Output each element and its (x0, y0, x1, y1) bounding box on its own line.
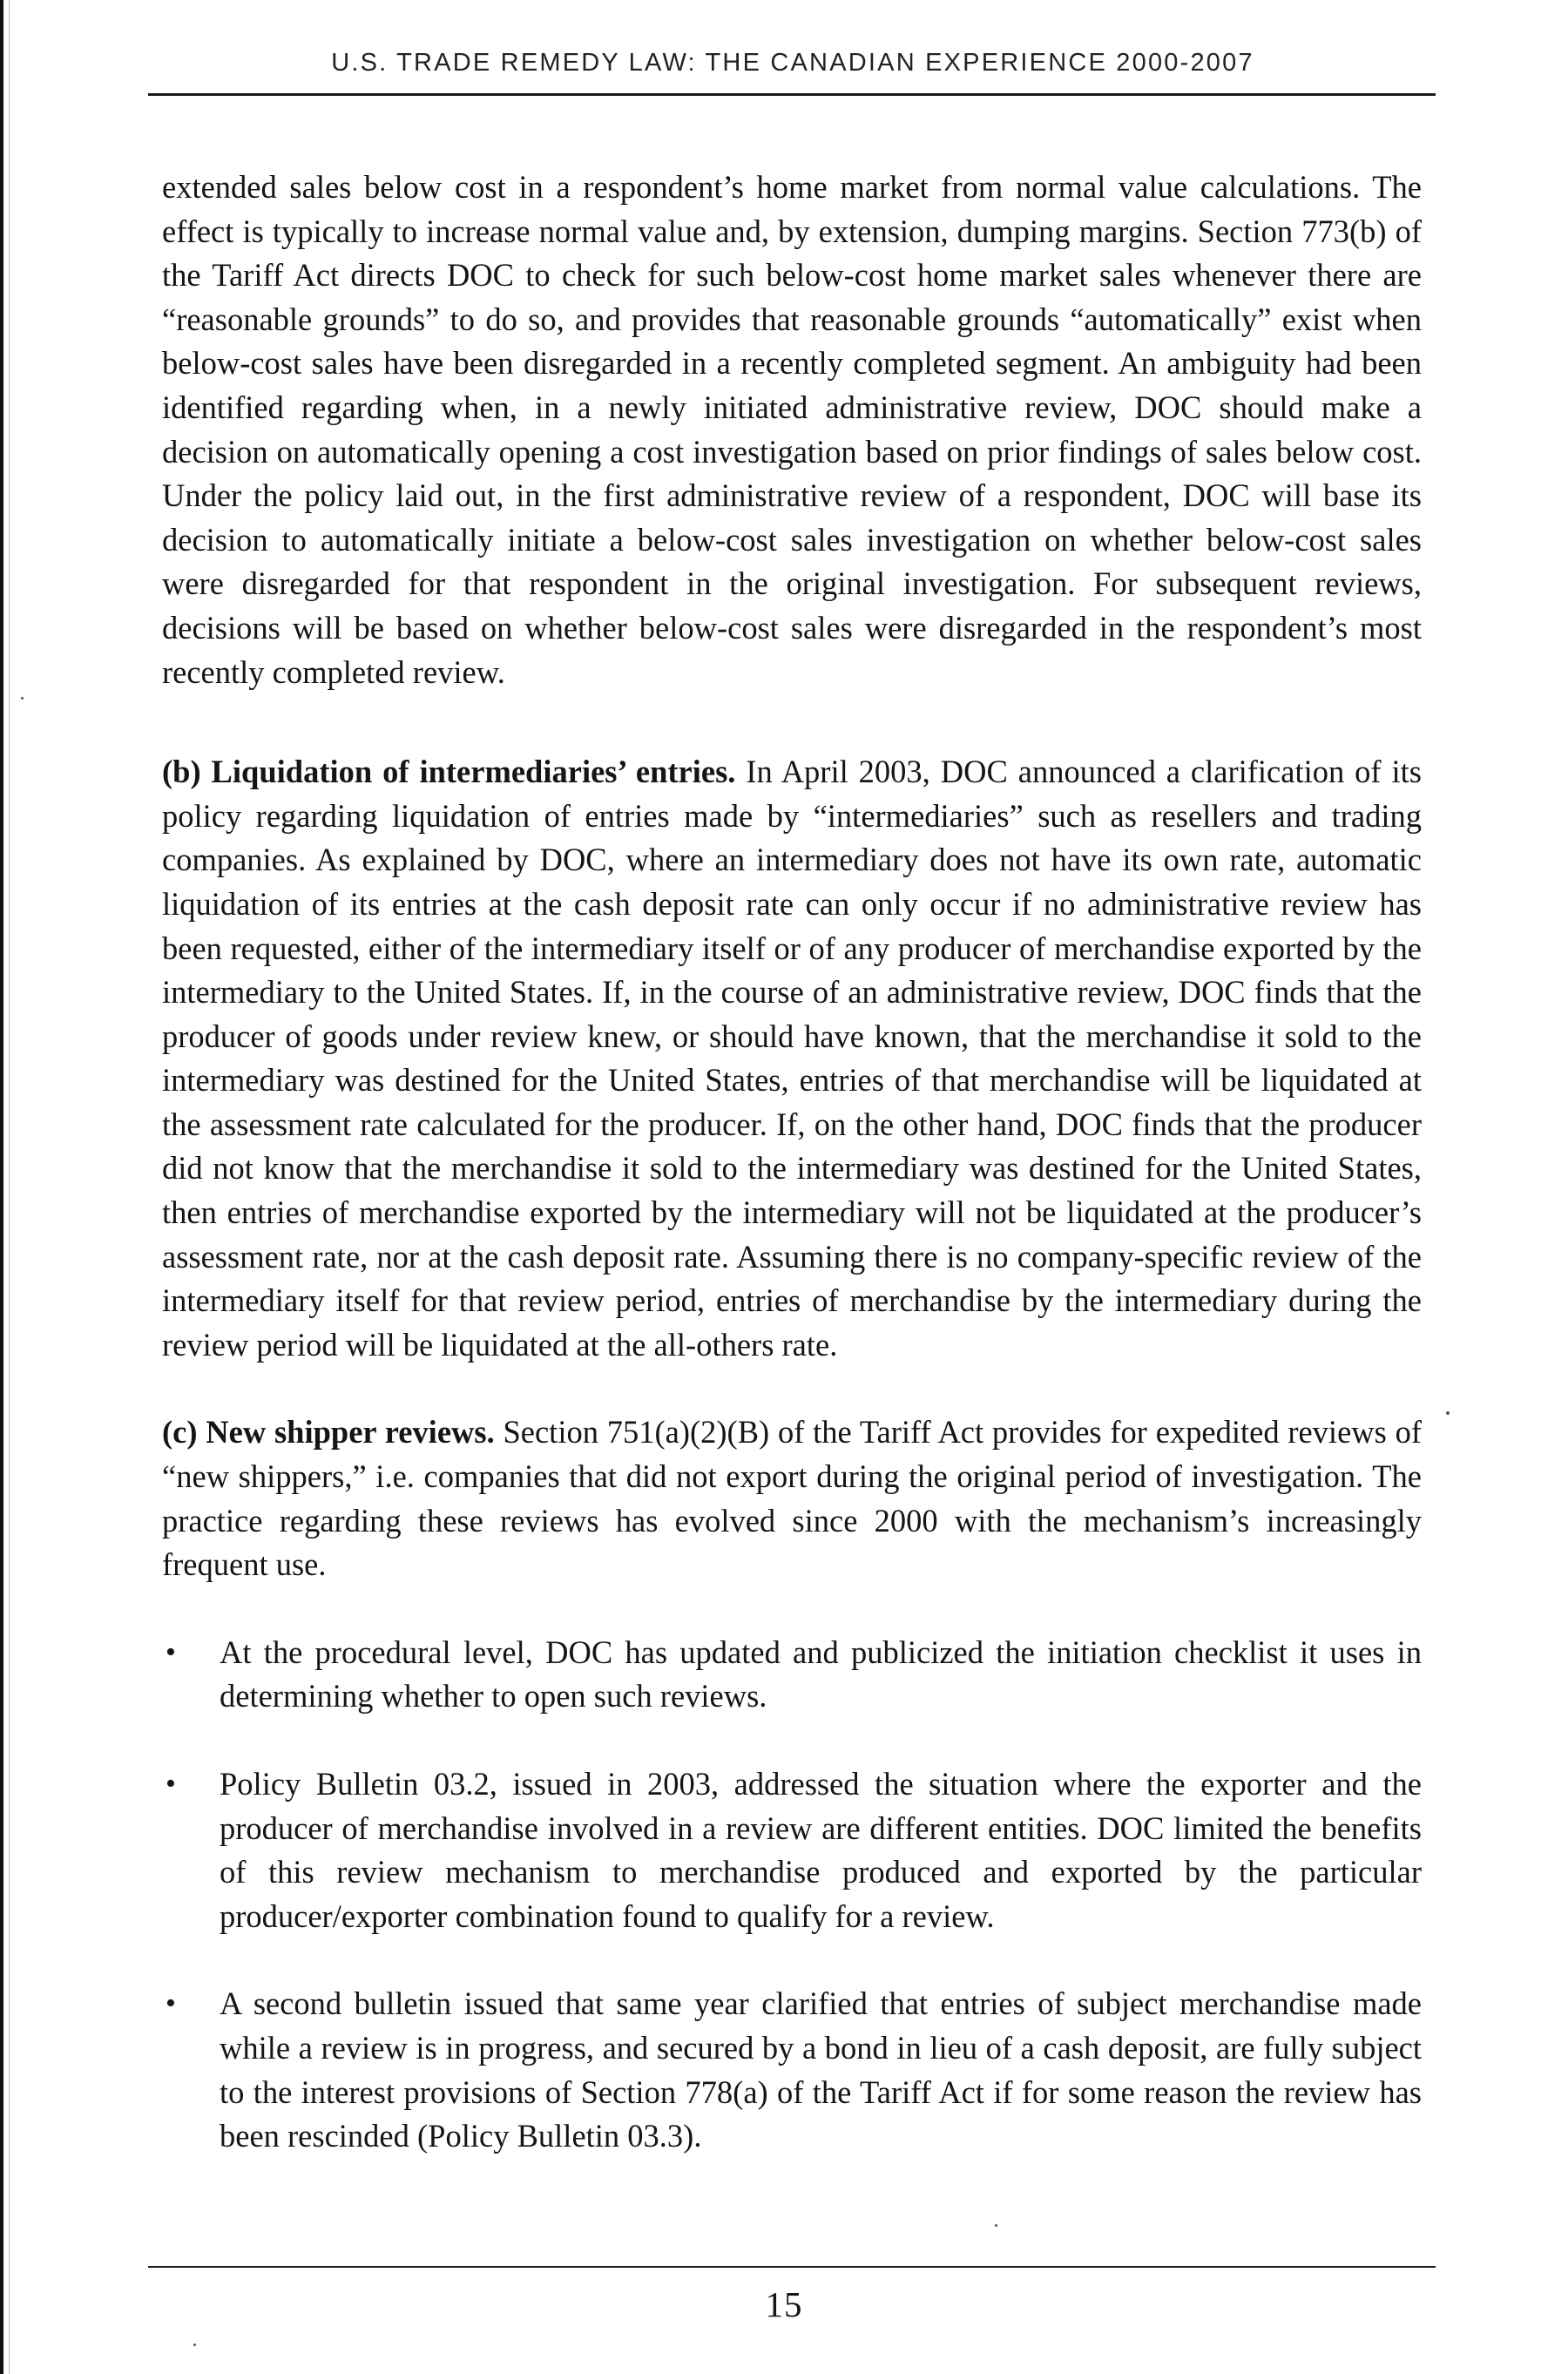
section-b-heading: (b) Liquidation of intermediaries’ entries. (162, 754, 736, 790)
bullet-text: A second bulletin issued that same year clarified that entries of subject merchandise made while a review is in progress, and secured by a bond in lieu of a cash deposit, are fully subject to the interest provisions of Section 778(a) of the Tariff Act if for some reason the review has been rescinded (Policy Bulletin 03.3). (220, 1985, 1422, 2154)
scan-speck (21, 697, 24, 700)
header-rule (148, 93, 1436, 96)
section-c-text: Section 751(a)(2)(B) of the Tariff Act provides for expedited reviews of “new shippers,” i.e. companies that did not export during the original period of investigation. The practice regarding these reviews has evolved since 2000 with the mechanism’s increasingly frequent use. (162, 1414, 1423, 1583)
bullet-icon: • (166, 1635, 176, 1668)
scan-speck (1446, 1411, 1450, 1415)
bullet-item (162, 1982, 1422, 2158)
bullet-list (162, 1631, 1422, 2159)
footer-rule (148, 2266, 1436, 2268)
section-c-paragraph (162, 1410, 1422, 1586)
section-c-heading: (c) New shipper reviews. (162, 1414, 495, 1451)
running-header: U.S. TRADE REMEDY LAW: THE CANADIAN EXPERIENCE 2000-2007 (331, 49, 1254, 77)
section-b-text: In April 2003, DOC announced a clarification of its policy regarding liquidation of entries made by “intermediaries” such as resellers and trading companies. As explained by DOC, where an intermediary does not have its own rate, automatic liquidation of its entries at the cash deposit rate can only occur if no administrative review has been requested, either of the intermediary itself or of any producer of merchandise exported by the intermediary to the United States. If, in the course of an administrative review, DOC finds that the producer of goods under review knew, or should have known, that the merchandise it sold to the intermediary was destined for the United States, entries of that merchandise will be liquidated at the assessment rate calculated for the producer. If, on the other hand, DOC finds that the producer did not know that the merchandise it sold to the intermediary was destined for the United States, then entries of merchandise exported by the intermediary will not be liquidated at the producer’s assessment rate, nor at the cash deposit rate. Assuming there is no company-specific review of the intermediary itself for that review period, entries of merchandise by the intermediary during the review period will be liquidated at the all-others rate. (162, 754, 1423, 1363)
bullet-text: Policy Bulletin 03.2, issued in 2003, addressed the situation where the exporter and the producer of merchandise involved in a review are different entities. DOC limited the benefits of this review mechanism to merchandise produced and exported by the particular producer/exporter combination found to qualify for a review. (220, 1766, 1422, 1934)
page-body (162, 166, 1422, 2202)
page-number: 15 (765, 2284, 803, 2324)
section-b-paragraph (162, 750, 1422, 1367)
scan-speck (193, 2344, 196, 2346)
bullet-item (162, 1762, 1422, 1938)
scan-border-shadow (9, 0, 10, 2374)
scan-border (0, 0, 3, 2374)
bullet-icon: • (166, 1768, 176, 1800)
bullet-text: At the procedural level, DOC has updated and publicized the initiation checklist it uses in determining whether to open such reviews. (220, 1633, 1422, 1715)
bullet-item (162, 1631, 1422, 1719)
scan-speck (995, 2224, 997, 2227)
bullet-icon: • (166, 1987, 176, 2020)
intro-paragraph: extended sales below cost in a respondent’s home market from normal value calculations. The effect is typically to increase normal value and, by extension, dumping margins. Section 773(b) of the Tariff Act directs DOC to check for such below-cost home market sales whenever there are “reasonable grounds” to do so, and provides that reasonable grounds “automatically” exist when below-cost sales have been disregarded in a recently completed segment. An ambiguity had been identified regarding when, in a newly initiated administrative review, DOC should make a decision on automatically opening a cost investigation based on prior findings of sales below cost. Under the policy laid out, in the first administrative review of a respondent, DOC will base its decision to automatically initiate a below-cost sales investigation on whether below-cost sales were disregarded for that respondent in the original investigation. For subsequent reviews, decisions will be based on whether below-cost sales were disregarded in the respondent’s most recently completed review. (162, 169, 1422, 690)
